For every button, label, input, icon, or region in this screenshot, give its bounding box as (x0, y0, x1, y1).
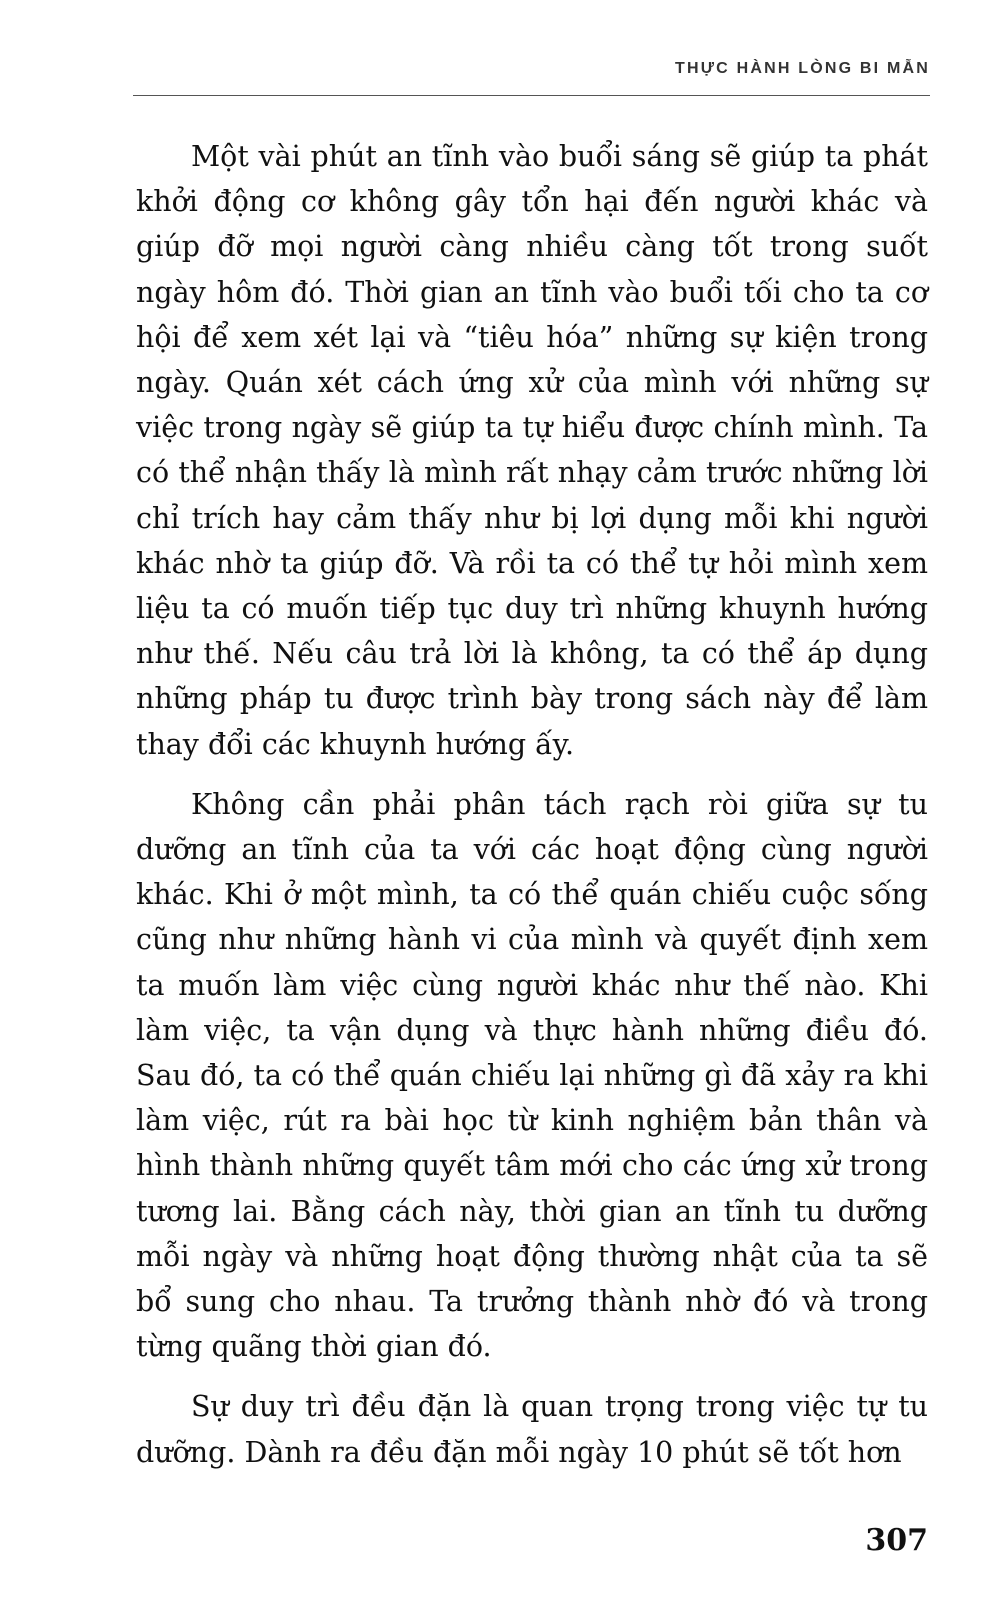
paragraph: Sự duy trì đều đặn là quan trọng trong việc tự tu dưỡng. Dành ra đều đặn mỗi ngày 10 phút sẽ tốt hơn (136, 1390, 928, 1469)
body-text (136, 134, 928, 1490)
page-number: 307 (865, 1523, 928, 1558)
paragraph: Không cần phải phân tách rạch ròi giữa sự tu dưỡng an tĩnh của ta với các hoạt động cùng người khác. Khi ở một mình, ta có thể quán chiếu cuộc sống cũng như những hành vi của mình và quyết định xem ta muốn làm việc cùng người khác như thế nào. Khi làm việc, ta vận dụng và thực hành những điều đó. Sau đó, ta có thể quán chiếu lại những gì đã xảy ra khi làm việc, rút ra bài học từ kinh nghiệm bản thân và hình thành những quyết tâm mới cho các ứng xử trong tương lai. Bằng cách này, thời gian an tĩnh tu dưỡng mỗi ngày và những hoạt động thường nhật của ta sẽ bổ sung cho nhau. Ta trưởng thành nhờ đó và trong từng quãng thời gian đó. (136, 787, 928, 1364)
header-divider (133, 95, 930, 96)
paragraph: Một vài phút an tĩnh vào buổi sáng sẽ giúp ta phát khởi động cơ không gây tổn hại đến người khác và giúp đỡ mọi người càng nhiều càng tốt trong suốt ngày hôm đó. Thời gian an tĩnh vào buổi tối cho ta cơ hội để xem xét lại và “tiêu hóa” những sự kiện trong ngày. Quán xét cách ứng xử của mình với những sự việc trong ngày sẽ giúp ta tự hiểu được chính mình. Ta có thể nhận thấy là mình rất nhạy cảm trước những lời chỉ trích hay cảm thấy như bị lợi dụng mỗi khi người khác nhờ ta giúp đỡ. Và rồi ta có thể tự hỏi mình xem liệu ta có muốn tiếp tục duy trì những khuynh hướng như thế. Nếu câu trả lời là không, ta có thể áp dụng những pháp tu được trình bày trong sách này để làm thay đổi các khuynh hướng ấy. (136, 140, 928, 761)
running-header: THỰC HÀNH LÒNG BI MẪN (674, 60, 930, 77)
